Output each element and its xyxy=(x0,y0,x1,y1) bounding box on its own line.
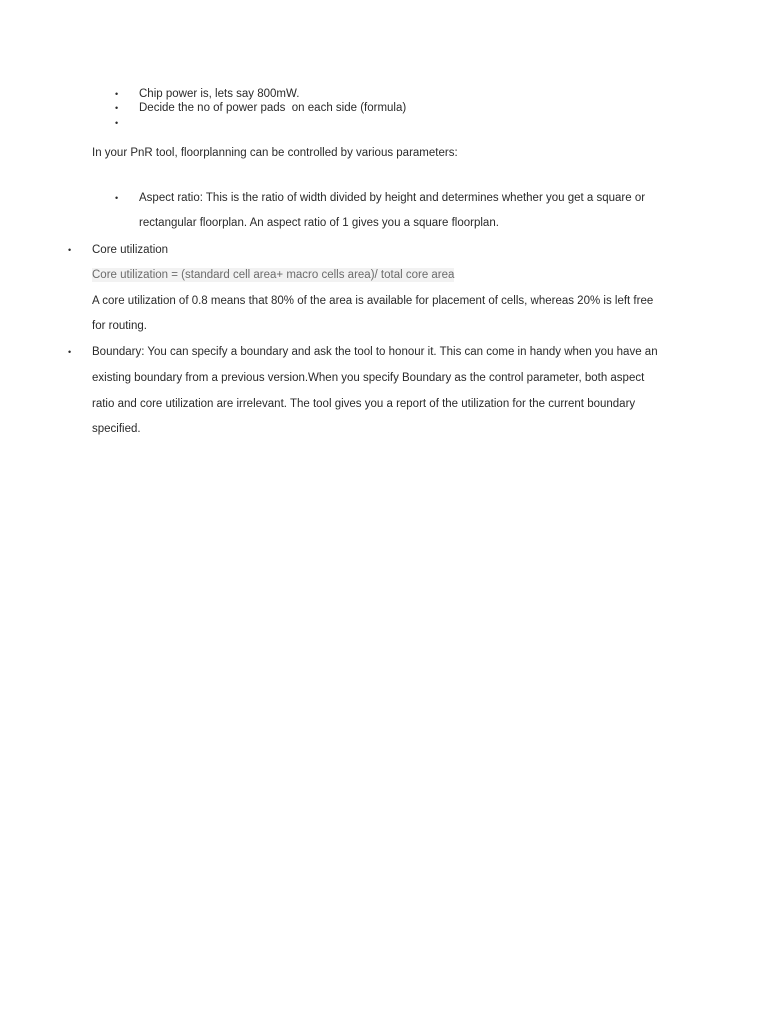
list-item-power-pads: Decide the no of power pads on each side (formula) xyxy=(139,102,407,114)
list-bullet: • xyxy=(115,193,119,203)
boundary-line-3: ratio and core utilization are irrelevant. The tool gives you a report of the utilization for the current boundary xyxy=(92,398,636,410)
boundary-line-4: specified. xyxy=(92,423,141,435)
core-utilization-desc-line-1: A core utilization of 0.8 means that 80% of the area is available for placement of cells, whereas 20% is left free xyxy=(92,295,654,307)
boundary-line-1: Boundary: You can specify a boundary and ask the tool to honour it. This can come in handy when you have an xyxy=(92,346,658,358)
list-bullet: • xyxy=(115,103,119,113)
list-bullet: • xyxy=(115,118,119,128)
aspect-ratio-line-1: Aspect ratio: This is the ratio of width divided by height and determines whether you get a square or xyxy=(139,192,646,204)
core-utilization-heading: Core utilization xyxy=(92,244,169,256)
list-item-chip-power: Chip power is, lets say 800mW. xyxy=(139,88,300,100)
aspect-ratio-line-2: rectangular floorplan. An aspect ratio of 1 gives you a square floorplan. xyxy=(139,217,499,229)
list-bullet: • xyxy=(68,347,72,357)
core-utilization-formula: Core utilization = (standard cell area+ macro cells area)/ total core area xyxy=(92,269,455,281)
boundary-line-2: existing boundary from a previous version.When you specify Boundary as the control parameter, both aspect xyxy=(92,372,645,384)
list-bullet: • xyxy=(68,245,72,255)
core-utilization-desc-line-2: for routing. xyxy=(92,320,147,332)
list-bullet: • xyxy=(115,89,119,99)
intro-paragraph: In your PnR tool, floorplanning can be controlled by various parameters: xyxy=(92,147,458,159)
